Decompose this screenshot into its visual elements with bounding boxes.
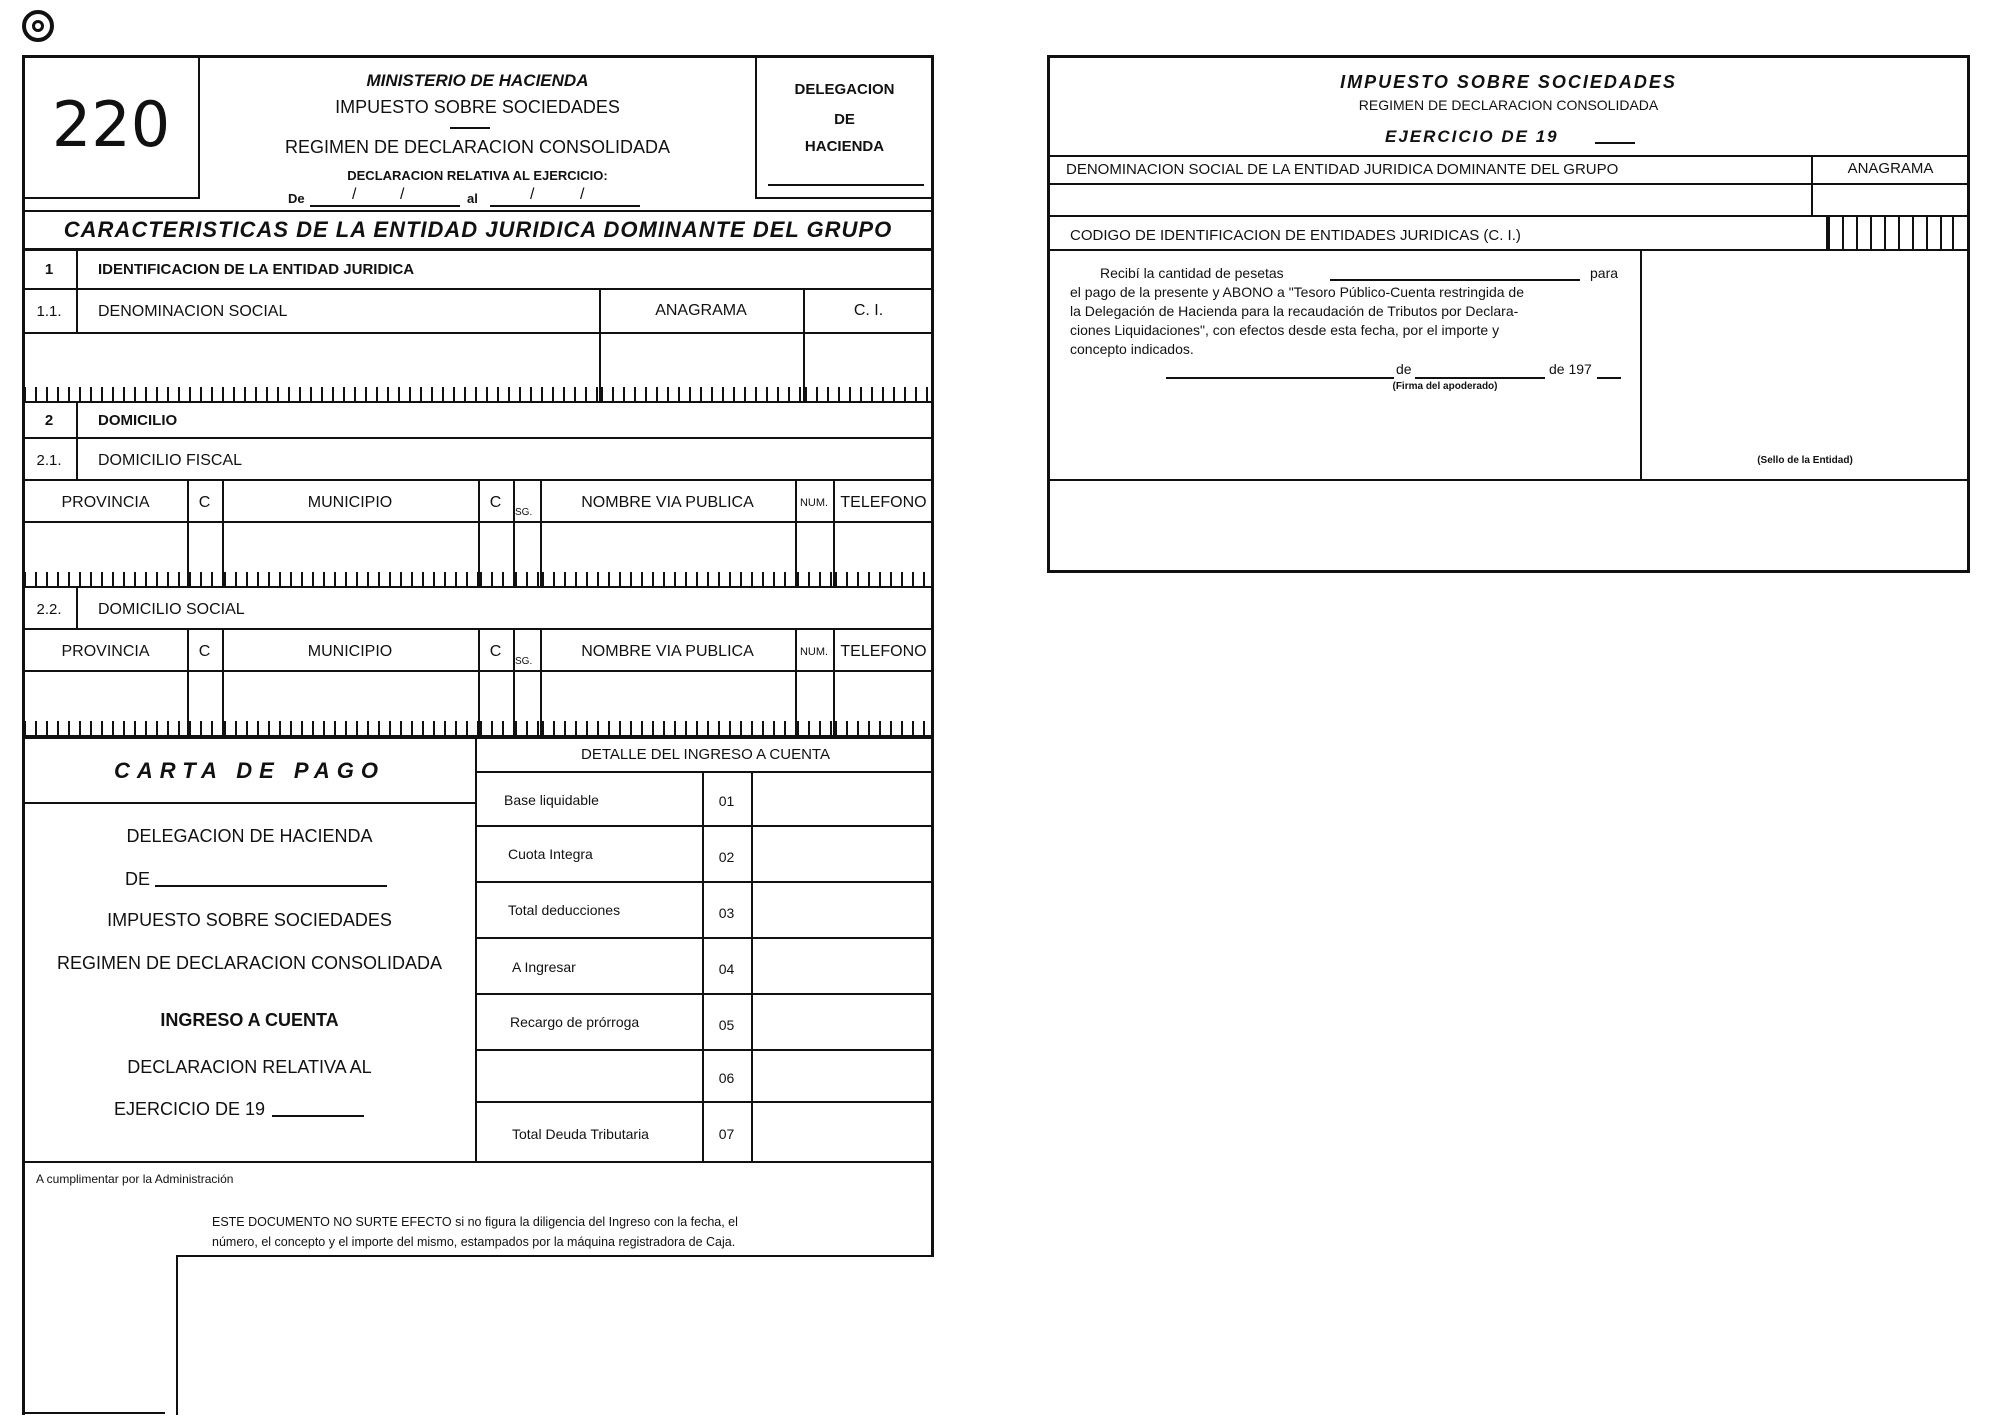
detalle-label-03: Total deducciones: [508, 902, 621, 918]
fiscal-via-label: NOMBRE VIA PUBLICA: [581, 494, 754, 511]
section-1-title: IDENTIFICACION DE LA ENTIDAD JURIDICA: [98, 261, 415, 278]
fiscal-provincia-input[interactable]: [24, 523, 187, 588]
receipt-stamp-area[interactable]: [1642, 251, 1968, 449]
fiscal-telefono-input[interactable]: [835, 523, 932, 588]
detalle-input-06[interactable]: [753, 1053, 934, 1101]
tax-name: IMPUESTO SOBRE SOCIEDADES: [335, 97, 620, 117]
receipt-regime: REGIMEN DE DECLARACION CONSOLIDADA: [1358, 97, 1659, 113]
detalle-title: DETALLE DEL INGRESO A CUENTA: [581, 746, 830, 763]
to-label: al: [467, 191, 478, 206]
to-date-field[interactable]: [490, 205, 640, 207]
receipt-text-para: para: [1590, 265, 1619, 281]
declaration-label: DECLARACION RELATIVA AL EJERCICIO:: [347, 168, 608, 183]
detalle-code-02: 02: [718, 849, 735, 865]
receipt-text-line-2: el pago de la presente y ABONO a "Tesoro Público-Cuenta restringida de: [1070, 284, 1525, 300]
social-num-input[interactable]: [797, 672, 833, 737]
section-2-1-num: 2.1.: [36, 452, 62, 469]
fiscal-c2-input[interactable]: [480, 523, 513, 588]
detalle-code-07: 07: [718, 1126, 735, 1142]
receipt-amount-field[interactable]: [1330, 279, 1580, 281]
detalle-code-03: 03: [718, 905, 735, 921]
ci-input[interactable]: [805, 334, 932, 403]
carta-impuesto: IMPUESTO SOBRE SOCIEDADES: [107, 910, 392, 930]
fiscal-sg-label: SG.: [515, 507, 533, 518]
detalle-input-04[interactable]: [753, 941, 934, 993]
fiscal-num-input[interactable]: [797, 523, 833, 588]
social-c1-input[interactable]: [189, 672, 222, 737]
social-municipio-input[interactable]: [224, 672, 478, 737]
anagrama-input[interactable]: [601, 334, 803, 403]
fiscal-num-label: NUM.: [799, 497, 829, 509]
detalle-label-04: A Ingresar: [512, 959, 576, 975]
carta-de-pago: [22, 737, 477, 1161]
form-number: 220: [51, 88, 171, 161]
admin-label: A cumplimentar por la Administración: [36, 1172, 234, 1186]
section-1-num: 1: [44, 261, 54, 278]
social-telefono-label: TELEFONO: [840, 643, 927, 660]
detalle-code-01: 01: [718, 793, 735, 809]
detalle-code-06: 06: [718, 1070, 735, 1086]
receipt-denominacion-input[interactable]: [1049, 185, 1811, 215]
receipt-text-line-1: Recibí la cantidad de pesetas: [1100, 265, 1284, 281]
detalle-code-05: 05: [718, 1017, 735, 1033]
section-2-num: 2: [44, 412, 54, 429]
carta-delegacion-field[interactable]: [155, 885, 387, 887]
social-sg-input[interactable]: [515, 672, 540, 737]
carta-ejercicio: EJERCICIO DE 19: [114, 1099, 266, 1119]
detalle-input-07[interactable]: [753, 1105, 934, 1159]
section-1-1-num: 1.1.: [36, 303, 62, 320]
ci-label: C. I.: [853, 302, 884, 319]
receipt-year-field[interactable]: [1597, 377, 1621, 379]
anagrama-label: ANAGRAMA: [655, 302, 747, 319]
receipt-ejercicio-field[interactable]: [1595, 142, 1635, 144]
receipt-month-field[interactable]: [1415, 377, 1545, 379]
detalle-code-04: 04: [718, 961, 735, 977]
receipt-denominacion-label: DENOMINACION SOCIAL DE LA ENTIDAD JURIDICA DOMINANTE DEL GRUPO: [1066, 161, 1619, 178]
fiscal-c1-label: C: [198, 494, 211, 511]
admin-notice-line-1: ESTE DOCUMENTO NO SURTE EFECTO si no figura la diligencia del Ingreso con la fecha, el: [212, 1215, 738, 1229]
carta-ingreso: INGRESO A CUENTA: [160, 1010, 339, 1030]
receipt-ci-input[interactable]: [1826, 215, 1954, 249]
social-provincia-input[interactable]: [24, 672, 187, 737]
detalle-label-07: Total Deuda Tributaria: [512, 1126, 649, 1142]
delegation-line-3: HACIENDA: [804, 138, 885, 155]
section-2-title: DOMICILIO: [98, 412, 178, 429]
characteristics-title: CARACTERISTICAS DE LA ENTIDAD JURIDICA DOMINANTE DEL GRUPO: [63, 217, 893, 242]
receipt-anagrama-label: ANAGRAMA: [1847, 160, 1934, 177]
social-via-label: NOMBRE VIA PUBLICA: [581, 643, 754, 660]
carta-ejercicio-field[interactable]: [272, 1115, 364, 1117]
regime-name: REGIMEN DE DECLARACION CONSOLIDADA: [284, 137, 671, 157]
receipt-bottom-area[interactable]: [1049, 481, 1968, 570]
domicilio-social-label: DOMICILIO SOCIAL: [98, 601, 245, 618]
fiscal-telefono-label: TELEFONO: [840, 494, 927, 511]
delegation-line-1: DELEGACION: [794, 81, 895, 98]
social-municipio-label: MUNICIPIO: [307, 643, 393, 660]
detalle-input-05[interactable]: [753, 997, 934, 1049]
fiscal-municipio-label: MUNICIPIO: [307, 494, 393, 511]
receipt-sello: (Sello de la Entidad): [1757, 455, 1853, 466]
receipt-firma: (Firma del apoderado): [1392, 381, 1498, 392]
carta-regimen: REGIMEN DE DECLARACION CONSOLIDADA: [56, 953, 443, 973]
fiscal-sg-input[interactable]: [515, 523, 540, 588]
domicilio-fiscal-label: DOMICILIO FISCAL: [98, 452, 243, 469]
fiscal-municipio-input[interactable]: [224, 523, 478, 588]
fiscal-c1-input[interactable]: [189, 523, 222, 588]
detalle-input-02[interactable]: [753, 829, 934, 881]
carta-de: DE: [125, 869, 151, 889]
denominacion-input[interactable]: [24, 334, 599, 403]
detalle-label-05: Recargo de prórroga: [510, 1014, 640, 1030]
detalle-input-01[interactable]: [753, 773, 934, 825]
from-label: De: [288, 191, 305, 206]
admin-notice-line-2: número, el concepto y el importe del mismo, estampados por la máquina registradora de Caja.: [212, 1235, 736, 1249]
section-2-2-num: 2.2.: [36, 601, 62, 618]
fiscal-provincia-label: PROVINCIA: [61, 494, 150, 511]
carta-declaracion: DECLARACION RELATIVA AL: [127, 1057, 372, 1077]
carta-delegacion: DELEGACION DE HACIENDA: [126, 826, 373, 846]
receipt-date-de: de: [1396, 361, 1412, 377]
ministry-title: MINISTERIO DE HACIENDA: [366, 71, 589, 90]
detalle-label-02: Cuota Integra: [508, 846, 593, 862]
social-c1-label: C: [198, 643, 211, 660]
social-provincia-label: PROVINCIA: [61, 643, 150, 660]
receipt-ejercicio: EJERCICIO DE 19: [1385, 127, 1559, 146]
social-telefono-input[interactable]: [835, 672, 932, 737]
social-sg-label: SG.: [515, 656, 533, 667]
fiscal-via-input[interactable]: [542, 523, 795, 588]
receipt-date-year: de 197: [1549, 361, 1592, 377]
receipt-text-line-3: la Delegación de Hacienda para la recaudación de Tributos por Declara-: [1070, 303, 1519, 319]
social-num-label: NUM.: [799, 646, 829, 658]
detalle-label-01: Base liquidable: [504, 792, 599, 808]
receipt-text-line-4: ciones Liquidaciones", con efectos desde esta fecha, por el importe y: [1070, 322, 1500, 338]
from-date-field[interactable]: [310, 205, 460, 207]
delegation-field[interactable]: [768, 184, 924, 186]
receipt-place-field[interactable]: [1166, 377, 1394, 379]
detalle-input-03[interactable]: [753, 885, 934, 937]
delegation-line-2: DE: [834, 111, 855, 128]
fiscal-c2-label: C: [489, 494, 502, 511]
receipt-title: IMPUESTO SOBRE SOCIEDADES: [1340, 72, 1677, 92]
social-via-input[interactable]: [542, 672, 795, 737]
receipt-anagrama-input[interactable]: [1813, 185, 1968, 215]
denominacion-label: DENOMINACION SOCIAL: [98, 303, 288, 320]
carta-title: CARTA DE PAGO: [113, 758, 386, 783]
social-c2-input[interactable]: [480, 672, 513, 737]
ministry-emblem-icon: [22, 10, 54, 42]
receipt-codigo-label: CODIGO DE IDENTIFICACION DE ENTIDADES JURIDICAS (C. I.): [1070, 227, 1521, 244]
receipt-text-line-5: concepto indicados.: [1070, 341, 1194, 357]
social-c2-label: C: [489, 643, 502, 660]
admin-stamp-area[interactable]: [176, 1255, 934, 1415]
